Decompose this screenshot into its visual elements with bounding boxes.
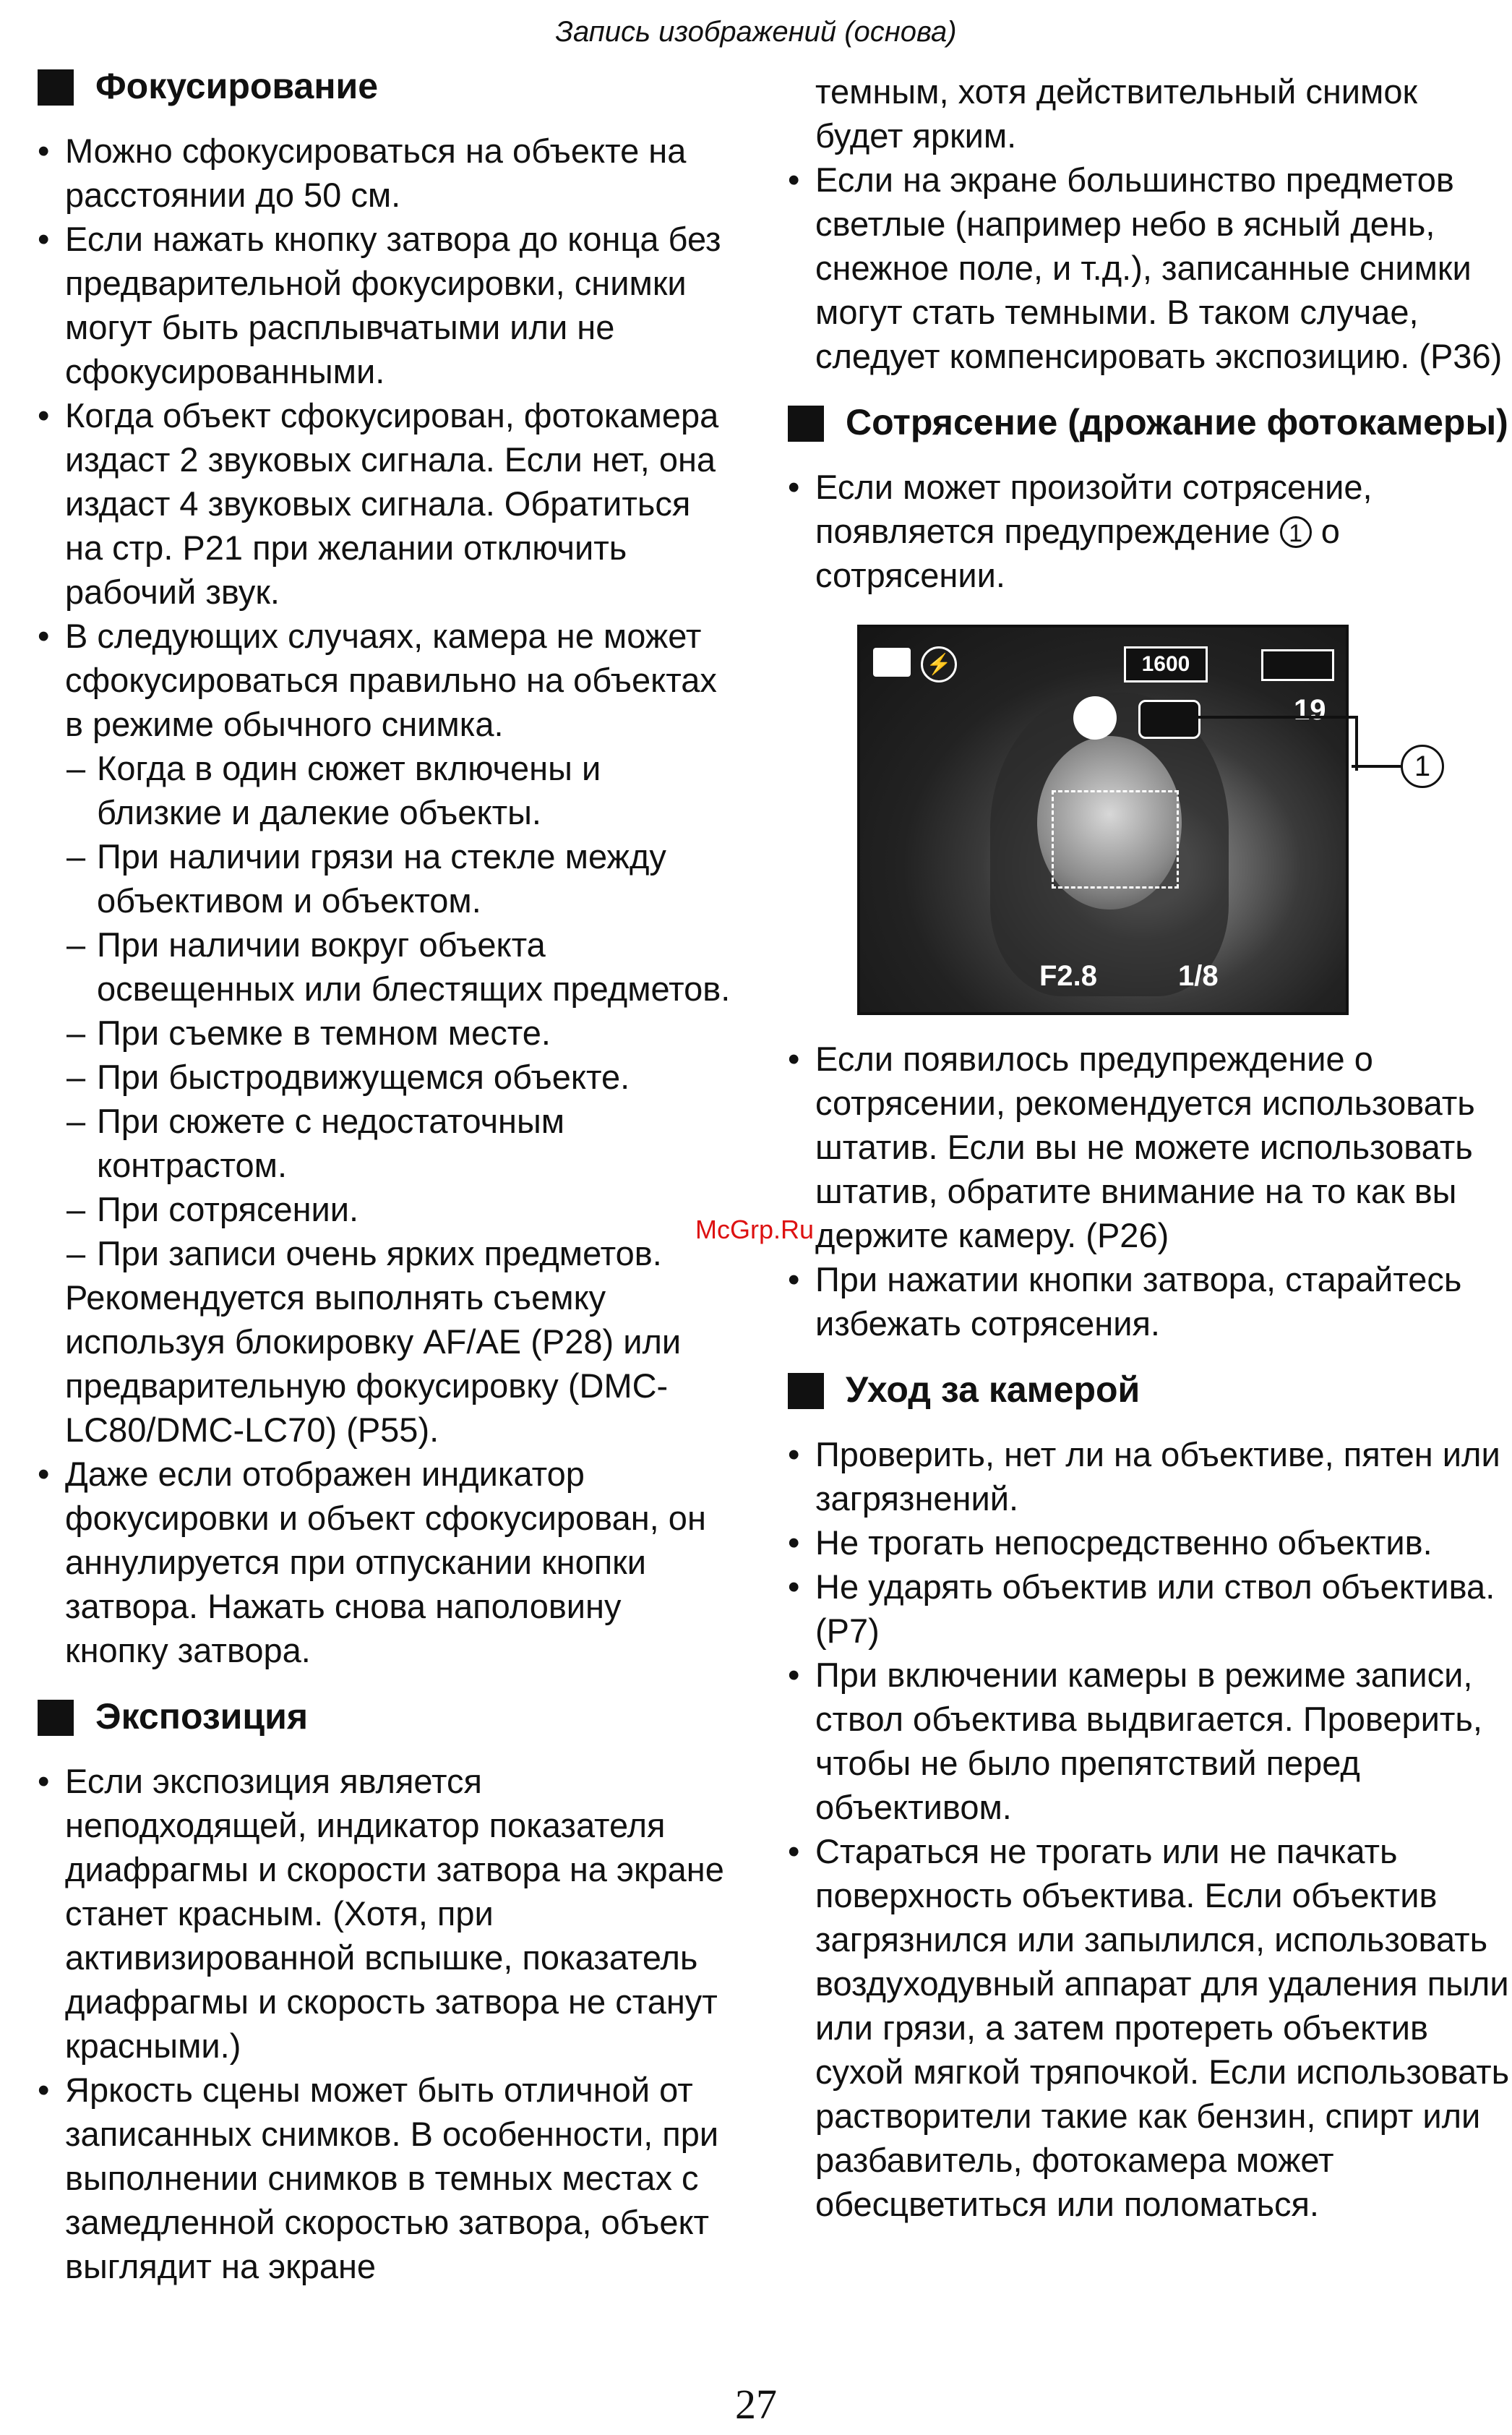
list-item: • Если появилось предупреждение о сотрясении, рекомендуется использовать штатив. Если вы не можете использовать штатив, обратите внимание на то как вы держите камеру. (P26) xyxy=(788,1040,1475,1254)
dash-item: – При быстродвижущемся объекте. xyxy=(66,1058,630,1096)
right-column xyxy=(788,69,1511,2226)
exposure-heading: Экспозиция xyxy=(38,1694,731,1739)
page-number: 27 xyxy=(735,2381,777,2428)
dash-item: – При сотрясении. xyxy=(66,1190,359,1228)
callout-marker-icon: 1 xyxy=(1280,516,1312,548)
flash-icon: ⚡ xyxy=(921,646,957,682)
list-item: • Стараться не трогать или не пачкать поверхность объектива. Если объектив загрязнился или запылился, использовать воздуходувный аппарат для удаления пыли или грязи, а затем протереть объектив сухой мягкой тряпочкой. Если использовать растворители такие как бензин, спирт или разбавитель, фотокамера может обесцветиться или поломаться. xyxy=(788,1832,1510,2223)
list-item: • Если экспозиция является неподходящей, индикатор показателя диафрагмы и скорости затвора на экране станет красным. (Хотя, при активизированной вспышке, показатель диафрагмы и скорость затвора не станут красными.) xyxy=(38,1762,724,2065)
dash-item: – При съемке в темном месте. xyxy=(66,1014,551,1052)
watermark: McGrp.Ru xyxy=(695,1215,815,1244)
section-square-icon xyxy=(38,1700,74,1736)
camera-mode-icon xyxy=(873,648,911,677)
shutter-value: 1/8 xyxy=(1178,960,1219,992)
camera-screen-image xyxy=(857,625,1431,1015)
section-square-icon xyxy=(788,406,824,442)
remaining-count: 19 xyxy=(1294,694,1326,726)
recommendation-text: Рекомендуется выполнять съемку используя блокировку AF/AE (P28) или предварительную фокусировку (DMC-LC80/DMC-LC70) (P55). xyxy=(65,1278,682,1449)
list-item: • Если нажать кнопку затвора до конца без предварительной фокусировки, снимки могут быть расплывчатыми или не сфокусированными. xyxy=(38,220,721,390)
picture-size-indicator: 1600 xyxy=(1124,646,1208,682)
dash-item: – При записи очень ярких предметов. xyxy=(66,1234,662,1272)
list-item: • Даже если отображен индикатор фокусировки и объект сфокусирован, он аннулируется при отпускании кнопки затвора. Нажать снова наполовину кнопку затвора. xyxy=(38,1455,706,1669)
list-item: • Когда объект сфокусирован, фотокамера издаст 2 звуковых сигнала. Если нет, она издаст 4 звуковых сигнала. Обратиться на стр. P21 при желании отключить рабочий звук. xyxy=(38,396,719,611)
focus-heading: Фокусирование xyxy=(38,64,731,108)
list-item: • Не трогать непосредственно объектив. xyxy=(788,1523,1432,1562)
shake-warning-icon xyxy=(1138,700,1200,739)
list-item: • В следующих случаях, камера не может сфокусироваться правильно на объектах в режиме обычного снимка. xyxy=(38,617,717,743)
list-item: • Не ударять объектив или ствол объектива. (P7) xyxy=(788,1567,1495,1650)
list-item: • Яркость сцены может быть отличной от записанных снимков. В особенности, при выполнении снимков в темных местах с замедленной скоростью затвора, объект выглядит на экране xyxy=(38,2071,719,2285)
dash-item: – При наличии вокруг объекта освещенных или блестящих предметов. xyxy=(66,925,731,1008)
section-square-icon xyxy=(38,69,74,106)
shake-heading: Сотрясение (дрожание фотокамеры) xyxy=(788,400,1511,445)
callout-number: 1 xyxy=(1401,745,1444,788)
dash-item: – При наличии грязи на стекле между объективом и объектом. xyxy=(66,837,666,920)
running-head: Запись изображений (основа) xyxy=(555,16,957,48)
dash-item: – При сюжете с недостаточным контрастом. xyxy=(66,1102,565,1184)
list-item: • Проверить, нет ли на объективе, пятен или загрязнений. xyxy=(788,1435,1500,1518)
list-item: • Можно сфокусироваться на объекте на расстоянии до 50 см. xyxy=(38,132,687,214)
continued-text: темным, хотя действительный снимок будет ярким. xyxy=(815,72,1418,155)
list-item: • При включении камеры в режиме записи, ствол объектива выдвигается. Проверить, чтобы не было препятствий перед объективом. xyxy=(788,1656,1482,1826)
list-item: • При нажатии кнопки затвора, старайтесь избежать сотрясения. xyxy=(788,1260,1462,1343)
focus-indicator-icon xyxy=(1073,696,1117,740)
battery-icon xyxy=(1261,649,1334,681)
list-item: • Если на экране большинство предметов светлые (например небо в ясный день, снежное поле, и т.д.), записанные снимки могут стать темными. В таком случае, следует компенсировать экспозицию. (P36) xyxy=(788,161,1503,375)
aperture-value: F2.8 xyxy=(1039,960,1098,992)
dash-item: – Когда в один сюжет включены и близкие и далекие объекты. xyxy=(66,749,601,831)
left-column xyxy=(38,64,731,2288)
list-item: • Если может произойти сотрясение, появляется предупреждение 1 о сотрясении. xyxy=(788,468,1373,594)
af-area-frame xyxy=(1052,790,1179,889)
care-heading: Уход за камерой xyxy=(788,1367,1511,1412)
section-square-icon xyxy=(788,1373,824,1409)
